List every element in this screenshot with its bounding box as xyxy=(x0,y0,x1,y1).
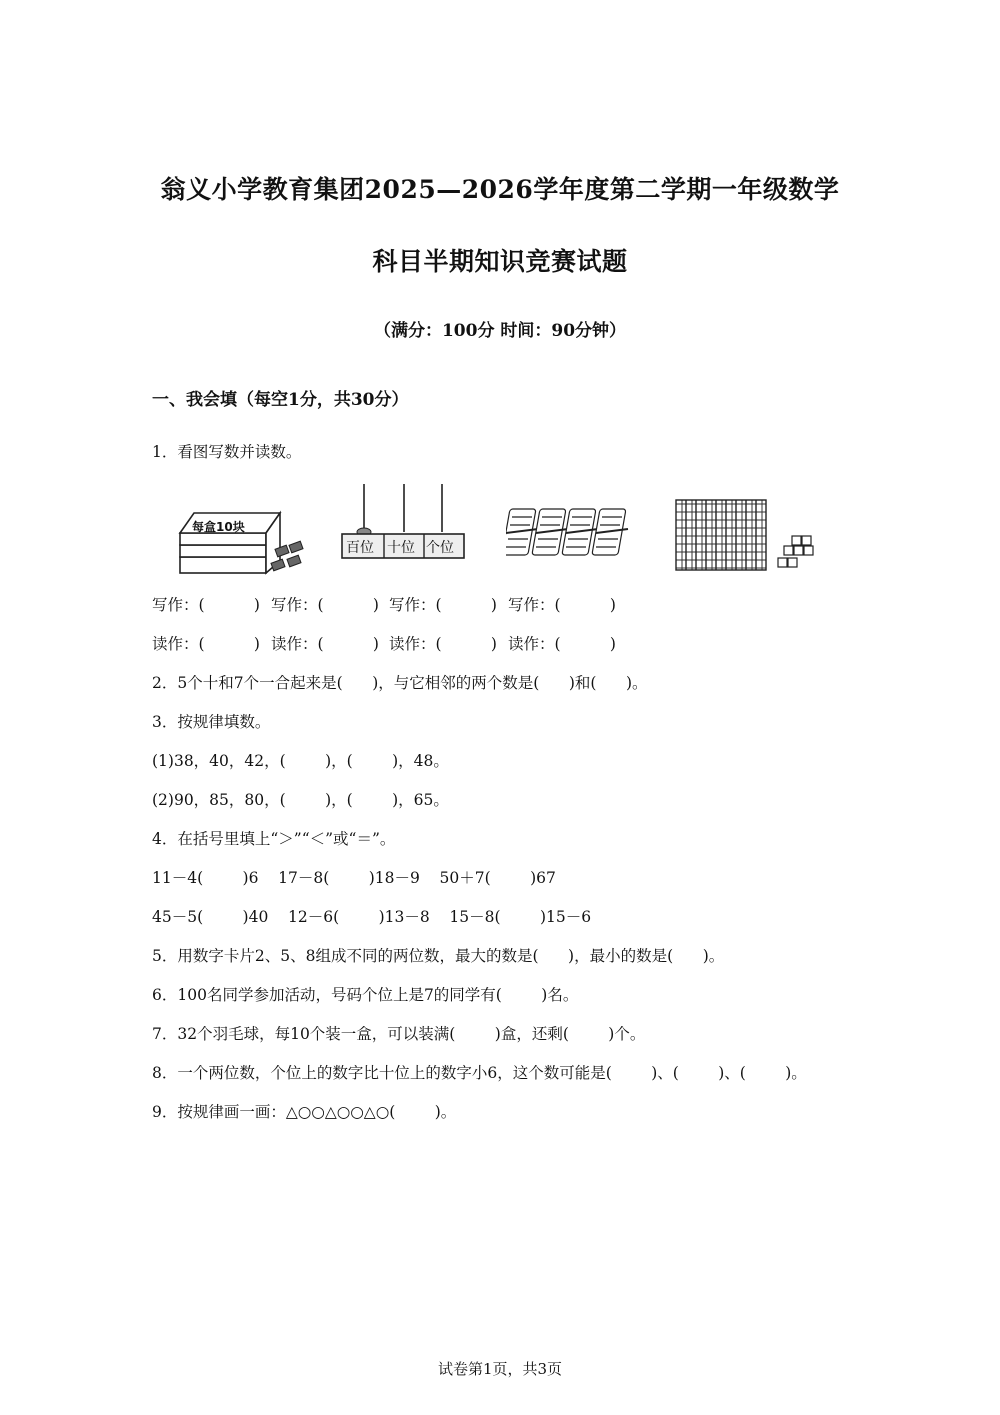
abacus-label-hundreds: 百位 xyxy=(346,540,374,556)
exam-title-line1: 翁义小学教育集团2025—2026学年度第二学期一年级数学 xyxy=(160,175,840,204)
boxes-of-blocks-icon xyxy=(176,505,316,581)
abacus-icon xyxy=(338,480,468,562)
read-blank-4[interactable]: 读作：( ) xyxy=(508,635,616,653)
exam-title-line2: 科目半期知识竞赛试题 xyxy=(372,247,628,276)
question-4-row-1: 11－4( )6 17－8( )18－9 50＋7( )67 xyxy=(152,869,556,887)
question-4-row-2: 45－5( )40 12－6( )13－8 15－8( )15－6 xyxy=(152,908,592,926)
question-5: 5．用数字卡片2、5、8组成不同的两位数，最大的数是( )，最小的数是( )。 xyxy=(152,947,725,965)
box-label: 每盒10块 xyxy=(192,520,245,534)
write-blank-4[interactable]: 写作：( ) xyxy=(508,596,616,614)
section-heading: 一、我会填（每空1分，共30分） xyxy=(152,390,409,410)
unit-cubes-icon xyxy=(672,496,817,574)
exam-subtitle: （满分：100分 时间：90分钟） xyxy=(373,321,627,341)
read-blank-2[interactable]: 读作：( ) xyxy=(271,635,379,653)
write-blank-3[interactable]: 写作：( ) xyxy=(389,596,497,614)
read-blank-1[interactable]: 读作：( ) xyxy=(152,635,260,653)
write-blank-1[interactable]: 写作：( ) xyxy=(152,596,260,614)
question-3: 3．按规律填数。 xyxy=(152,713,271,731)
question-4: 4．在括号里填上“＞”“＜”或“＝”。 xyxy=(152,830,396,848)
question-7: 7．32个羽毛球，每10个装一盒，可以装满( )盒，还剩( )个。 xyxy=(152,1025,646,1043)
write-blank-2[interactable]: 写作：( ) xyxy=(271,596,379,614)
page-footer: 试卷第1页，共3页 xyxy=(437,1360,563,1378)
bundles-of-sticks-icon xyxy=(506,505,636,563)
question-2: 2．5个十和7个一合起来是( )，与它相邻的两个数是( )和( )。 xyxy=(152,674,648,692)
question-3-part-2: (2)90，85，80，( )，( )，65。 xyxy=(152,791,449,809)
abacus-label-ones: 个位 xyxy=(426,540,454,556)
question-9: 9．按规律画一画：△○○△○○△○( )。 xyxy=(152,1103,457,1121)
question-8: 8．一个两位数，个位上的数字比十位上的数字小6，这个数可能是( )、( )、( )。 xyxy=(152,1064,807,1082)
question-1-prompt: 1．看图写数并读数。 xyxy=(152,443,302,461)
question-3-part-1: (1)38，40，42，( )，( )，48。 xyxy=(152,752,449,770)
abacus-label-tens: 十位 xyxy=(387,540,415,556)
question-6: 6．100名同学参加活动，号码个位上是7的同学有( )名。 xyxy=(152,986,579,1004)
read-blank-3[interactable]: 读作：( ) xyxy=(389,635,497,653)
